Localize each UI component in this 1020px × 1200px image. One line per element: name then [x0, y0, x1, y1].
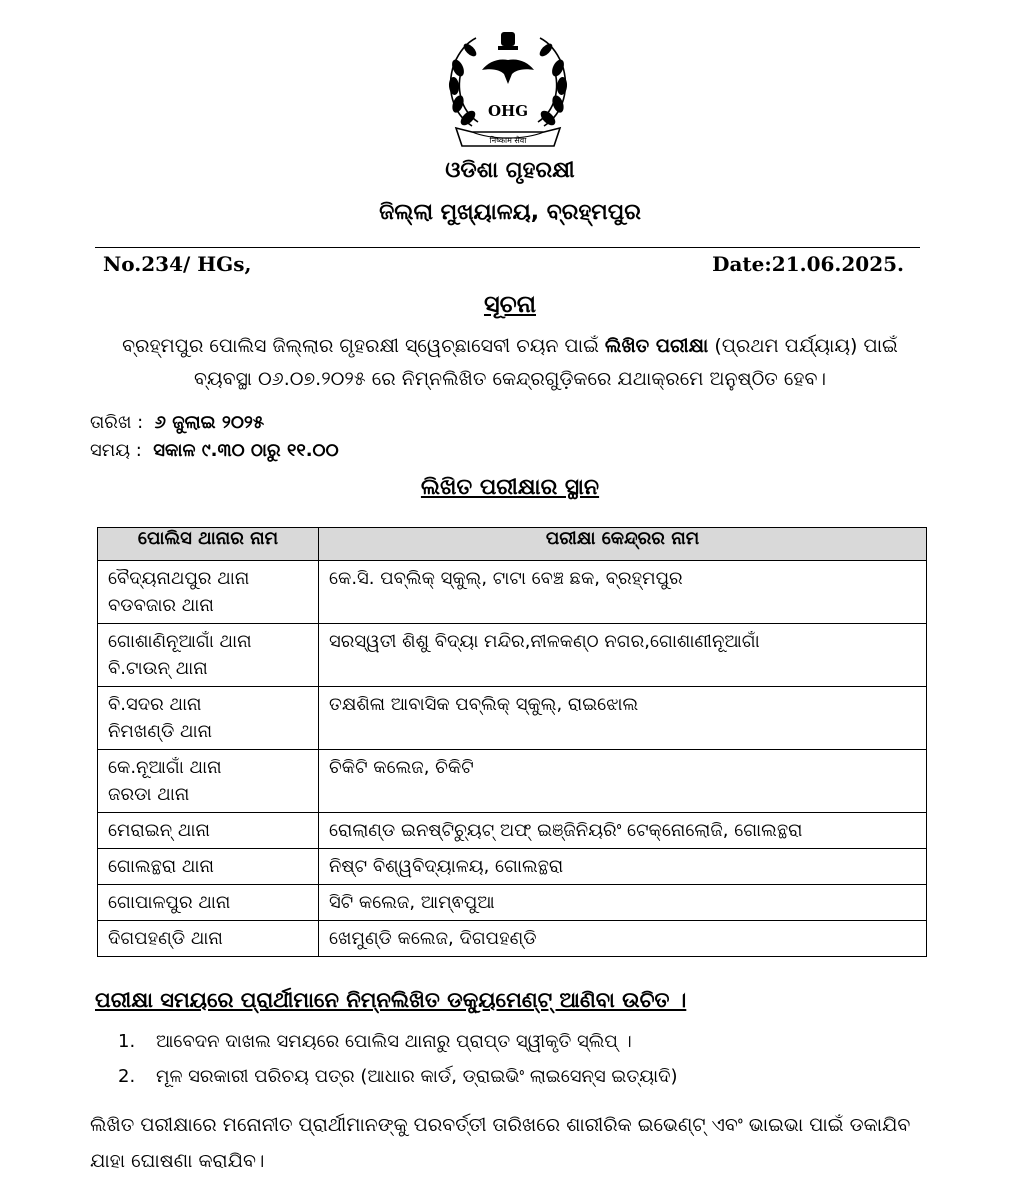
table-row: [98, 885, 927, 921]
center-cell: ଖେମୁଣ୍ଡି କଲେଜ, ଦିଗପହଣ୍ଡି: [319, 921, 927, 957]
notice-line1-bold: ଲିଖିତ ପରୀକ୍ଷା: [604, 335, 709, 357]
org-name: ଓଡିଶା ଗୃହରକ୍ଷୀ: [445, 158, 575, 183]
table-row: [98, 624, 927, 687]
table-row: [98, 921, 927, 957]
logo-initials: OHG: [487, 102, 529, 120]
ohg-emblem-logo: [432, 28, 584, 153]
station-cell: ଗୋଲନ୍ଥରା ଥାନା: [98, 849, 319, 885]
office-name: ଜିଲ୍ଲା ମୁଖ୍ୟାଳୟ, ବ୍ରହ୍ମପୁର: [379, 200, 641, 225]
table-row: [98, 813, 927, 849]
exam-date-value: ୬ ଜୁଲାଇ ୨୦୨୫: [154, 412, 265, 433]
station-cell: ଗୋଶାଣିନୂଆଗାଁ ଥାନା ବି.ଟାଉନ୍ ଥାନା: [98, 624, 319, 687]
exam-date: [90, 412, 264, 433]
column-header: ପରୀକ୍ଷା କେନ୍ଦ୍ରର ନାମ: [319, 528, 927, 561]
station-cell: ଗୋପାଳପୁର ଥାନା: [98, 885, 319, 921]
list-item: 2. ମୂଳ ସରକାରୀ ପରିଚୟ ପତ୍ର (ଆଧାର କାର୍ଡ, ଡ୍ରାଇଭିଂ ଲାଇସେନ୍ସ ଇତ୍ୟାଦି): [118, 1066, 678, 1087]
center-cell: ରୋଲାଣ୍ଡ ଇନଷ୍ଟିଚ୍ୟୁଟ୍ ଅଫ୍ ଇଞ୍ଜିନିୟରିଂ ଟେକ୍ନୋଲୋଜି, ଗୋଲନ୍ଥରା: [319, 813, 927, 849]
station-cell: କେ.ନୂଆଗାଁ ଥାନା ଜରଡା ଥାନା: [98, 750, 319, 813]
reference-number: No.234/ HGs,: [103, 252, 252, 276]
table-header-row: [98, 528, 927, 561]
table-row: [98, 561, 927, 624]
notice-line1-post: (ପ୍ରଥମ ପର୍ଯ୍ୟାୟ) ପାଇଁ: [708, 335, 898, 357]
documents-title: ପରୀକ୍ଷା ସମୟରେ ପ୍ରାର୍ଥୀମାନେ ନିମ୍ନଲିଖିତ ଡକ୍ୟୁମେଣ୍ଟ୍ ଆଣିବା ଉଚିତ ।: [95, 988, 687, 1012]
center-cell: କେ.ସି. ପବ୍ଲିକ୍ ସ୍କୁଲ୍, ଟାଟା ବେଞ୍ଚ ଛକ, ବ୍ରହ୍ମପୁର: [319, 561, 927, 624]
closing-paragraph: ଲିଖିତ ପରୀକ୍ଷାରେ ମନୋନୀତ ପ୍ରାର୍ଥୀମାନଙ୍କୁ ପରବର୍ତ୍ତୀ ତାରିଖରେ ଶାରୀରିକ ଇଭେଣ୍ଟ୍ ଏବଂ ଭାଇଭା ପାଇଁ ଡକାଯିବ ଯାହା ଘୋଷଣା କରାଯିବ।: [90, 1114, 911, 1172]
notice-line1-pre: ବ୍ରହ୍ମପୁର ପୋଲିସ ଜିଲ୍ଲାର ଗୃହରକ୍ଷୀ ସ୍ୱେଚ୍ଛାସେବୀ ଚୟନ ପାଇଁ: [122, 335, 605, 357]
venue-table: [97, 527, 927, 957]
center-cell: ସରସ୍ୱତୀ ଶିଶୁ ବିଦ୍ୟା ମନ୍ଦିର,ନୀଳକଣ୍ଠ ନଗର,ଗୋଶାଣୀନୂଆଗାଁ: [319, 624, 927, 687]
station-cell: ବି.ସଦର ଥାନା ନିମଖଣ୍ଡି ଥାନା: [98, 687, 319, 750]
station-cell: ଦିଗପହଣ୍ଡି ଥାନା: [98, 921, 319, 957]
station-cell: ବୈଦ୍ୟନାଥପୁର ଥାନା ବଡବଜାର ଥାନା: [98, 561, 319, 624]
logo-motto: निष्काम सेवा: [489, 136, 527, 145]
center-cell: ତକ୍ଷଶିଳା ଆବାସିକ ପବ୍ଲିକ୍ ସ୍କୁଲ୍, ରାଇଝୋଲ: [319, 687, 927, 750]
table-row: [98, 849, 927, 885]
list-item: 1. ଆବେଦନ ଦାଖଲ ସମୟରେ ପୋଲିସ ଥାନାରୁ ପ୍ରାପ୍ତ ସ୍ୱୀକୃତି ସ୍ଲିପ୍ ।: [118, 1031, 632, 1052]
exam-date-label: ତାରିଖ :: [90, 412, 144, 433]
notice-body: [80, 330, 940, 396]
center-cell: ସିଟି କଲେଜ, ଆମ୍ଵପୁଆ: [319, 885, 927, 921]
table-row: [98, 750, 927, 813]
center-cell: ଚିକିଟି କଲେଜ, ଚିକିଟି: [319, 750, 927, 813]
notice-date: Date:21.06.2025.: [712, 252, 904, 276]
exam-time: [90, 440, 339, 461]
center-cell: ନିଷ୍ଟ ବିଶ୍ୱବିଦ୍ୟାଳୟ, ଗୋଲନ୍ଥରା: [319, 849, 927, 885]
venue-title: ଲିଖିତ ପରୀକ୍ଷାର ସ୍ଥାନ: [420, 475, 600, 500]
column-header: ପୋଲିସ ଥାନାର ନାମ: [98, 528, 319, 561]
notice-title: ସୂଚନା: [483, 290, 536, 318]
station-cell: ମେରାଇନ୍ ଥାନା: [98, 813, 319, 849]
exam-time-label: ସମୟ :: [90, 440, 142, 461]
notice-line2: ବ୍ୟବସ୍ଥା ୦୬.୦୭.୨୦୨୫ ରେ ନିମ୍ନଲିଖିତ କେନ୍ଦ୍ରଗୁଡ଼ିକରେ ଯଥାକ୍ରମେ ଅନୁଷ୍ଠିତ ହେବ।: [193, 368, 826, 390]
header-divider: [95, 247, 920, 248]
exam-time-value: ସକାଳ ୯.୩୦ ଠାରୁ ୧୧.୦୦: [153, 440, 339, 461]
table-row: [98, 687, 927, 750]
documents-list: [118, 1024, 678, 1094]
